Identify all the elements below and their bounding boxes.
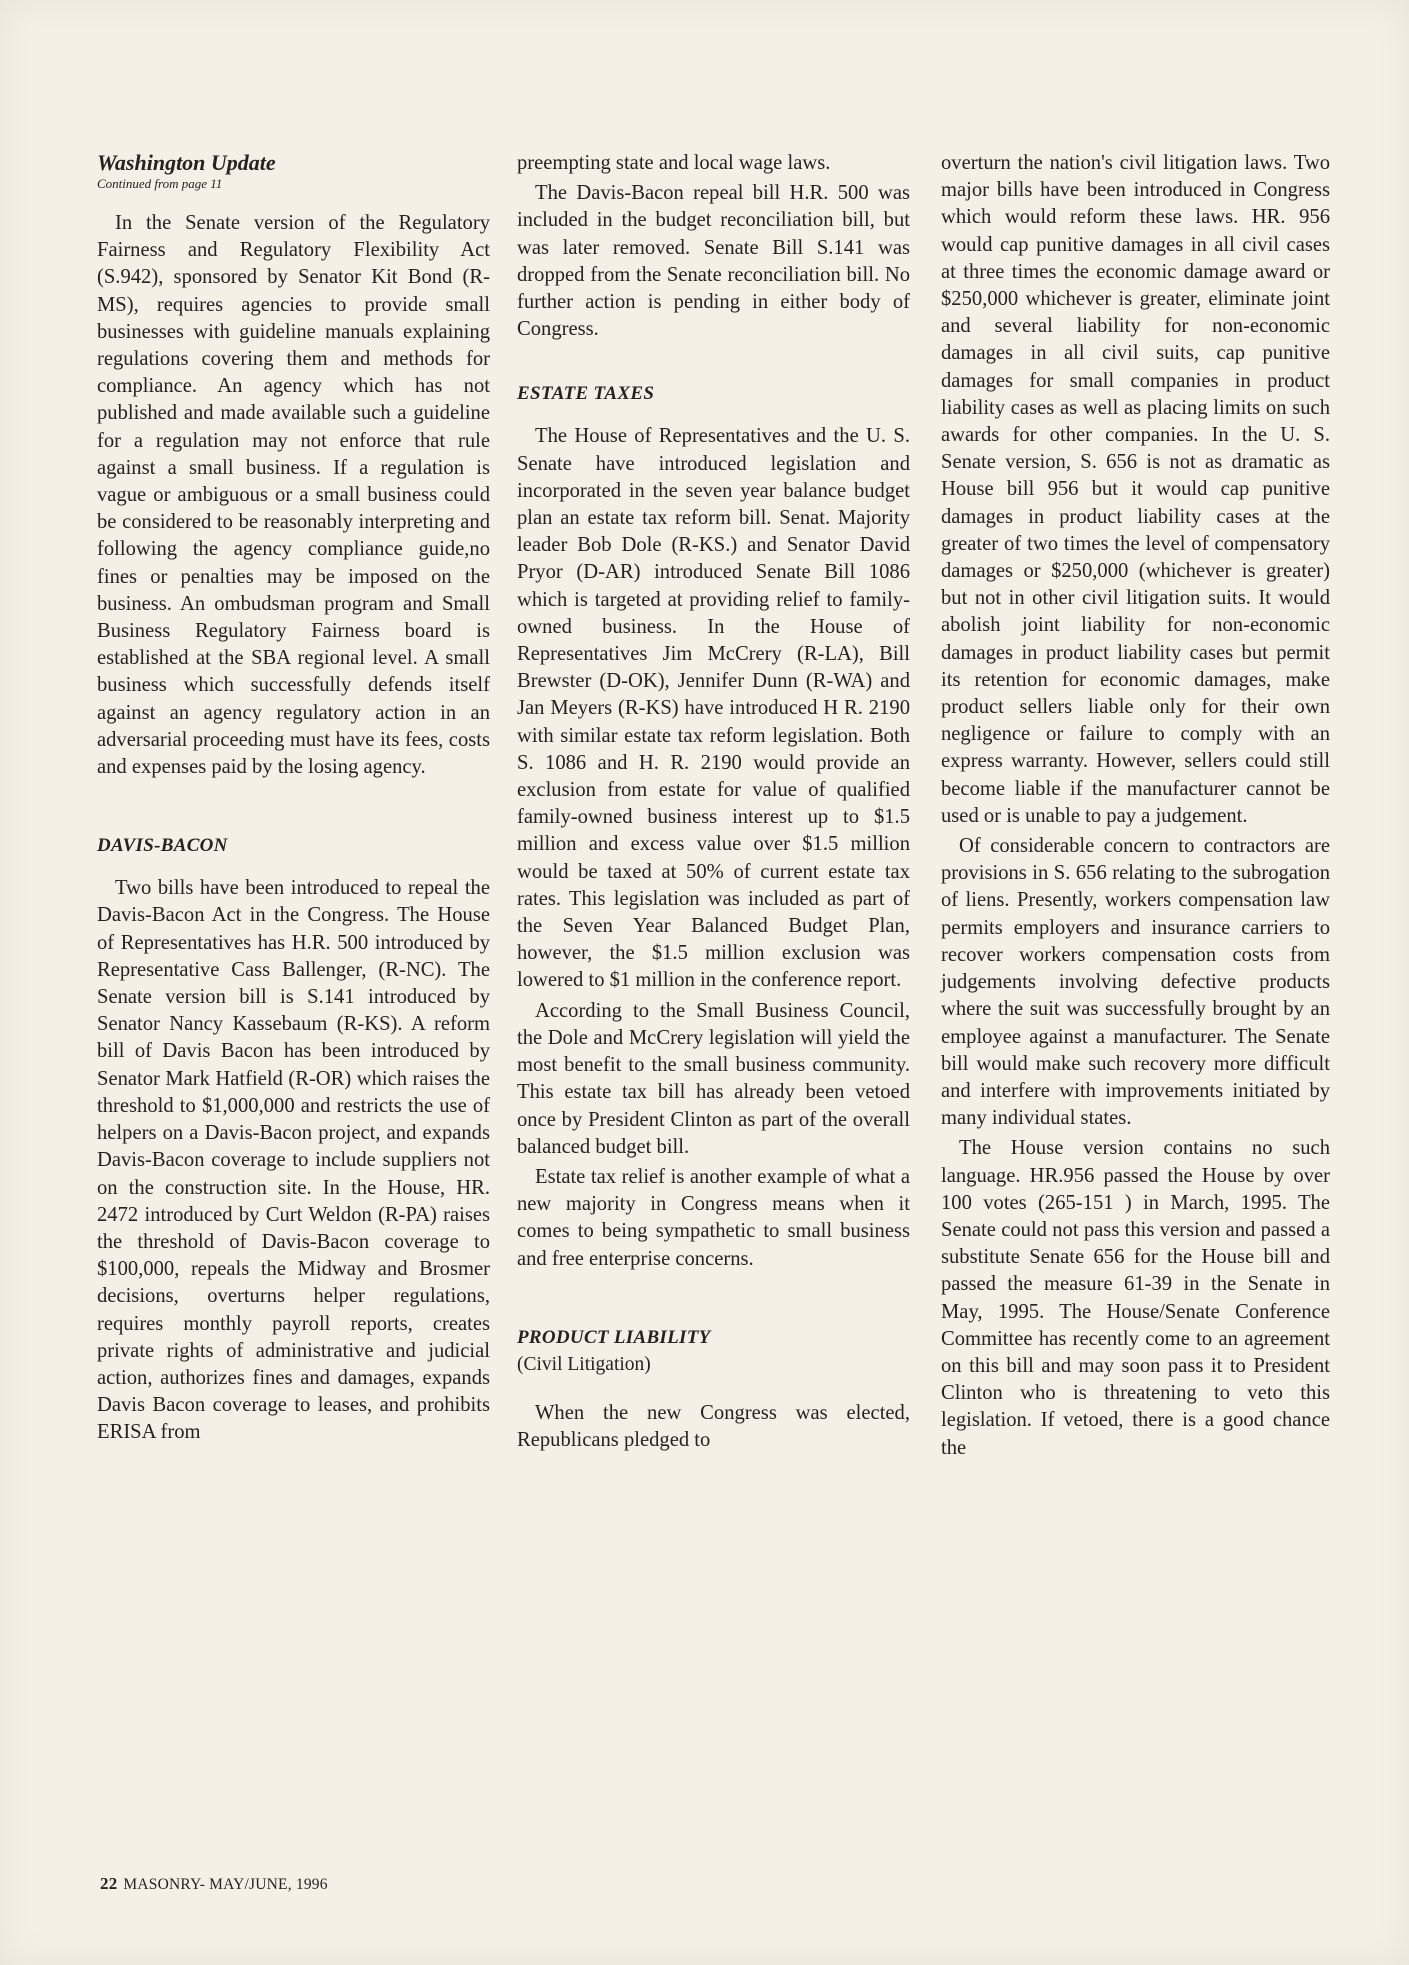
paragraph: Estate tax relief is another example of what a new majority in Congress means when it comes to being sympathetic to small business and free enterprise concerns.	[517, 1165, 910, 1270]
column-1	[97, 150, 490, 1450]
section-title: Washington Update	[97, 150, 276, 175]
column-3	[941, 150, 1330, 1465]
heading-estate-taxes: ESTATE TAXES	[517, 383, 655, 405]
page-number: 22	[100, 1874, 118, 1893]
paragraph: In the Senate version of the Regulatory Fairness and Regulatory Flexibility Act (S.942), sponsored by Senator Kit Bond (R-MS), requires agencies to provide small businesses with guideline manuals explaining regulations covering them and methods for compliance. An agency which has not published and made available such a guideline for a regulation may not enforce that rule against a small business. If a regulation is vague or ambiguous or a small business could be considered to be reasonably interpreting and following the agency compliance guide,no fines or penalties may be imposed on the business. An ombudsman program and Small Business Regulatory Fairness board is established at the SBA regional level. A small business which successfully defends itself against an agency regulatory action in an adversarial proceeding must have its fees, costs and expenses paid by the losing agency.	[97, 212, 490, 779]
paragraph: Of considerable concern to contractors are provisions in S. 656 relating to the subrogation of liens. Presently, workers compensation law permits employers and insurance carriers to recover workers compensation costs from judgements involving defective products where the suit was successfully brought by an employee against a manufacturer. The Senate bill would make such recovery more difficult and interfere with improvements initiated by many individual states.	[941, 835, 1330, 1130]
paragraph: preempting state and local wage laws.	[517, 152, 831, 174]
continued-note: Continued from page 11	[97, 176, 223, 191]
heading-product-liability: PRODUCT LIABILITY	[517, 1326, 711, 1348]
paragraph: When the new Congress was elected, Republicans pledged to	[517, 1401, 910, 1451]
column-2	[517, 150, 910, 1457]
paragraph: The House of Representatives and the U. S. Senate have introduced legislation and incorporated in the seven year balance budget plan an estate tax reform bill. Senat. Majority leader Bob Dole (R-KS.) and Senator David Pryor (D-AR) introduced Senate Bill 1086 which is targeted at providing relief to family-owned business. In the House of Representatives Jim McCrery (R-LA), Bill Brewster (D-OK), Jennifer Dunn (R-WA) and Jan Meyers (R-KS) have introduced H R. 2190 with similar estate tax reform legislation. Both S. 1086 and H. R. 2190 would provide an exclusion from estate for value of qualified family-owned business interest up to $1.5 million and excess value over $1.5 million would be taxed at 50% of current estate tax rates. This legislation was included as part of the Seven Year Balanced Budget Plan, however, the $1.5 million exclusion was lowered to $1 million in the conference report.	[517, 425, 910, 992]
page-footer	[100, 1874, 328, 1894]
paragraph: The Davis-Bacon repeal bill H.R. 500 was included in the budget reconciliation bill, but was later removed. Senate Bill S.141 was dropped from the Senate reconciliation bill. No further action is pending in either body of Congress.	[517, 182, 910, 341]
paragraph: According to the Small Business Council, the Dole and McCrery legislation will yield the most benefit to the small business community. This estate tax bill has already been vetoed once by President Clinton as part of the overall balanced budget bill.	[517, 999, 910, 1158]
publication-info: MASONRY- MAY/JUNE, 1996	[123, 1876, 328, 1893]
subheading-civil-litigation: (Civil Litigation)	[517, 1353, 651, 1375]
paragraph: Two bills have been introduced to repeal the Davis-Bacon Act in the Congress. The House of Representatives has H.R. 500 introduced by Representative Cass Ballenger, (R-NC). The Senate version bill is S.141 introduced by Senator Nancy Kassebaum (R-KS). A reform bill of Davis Bacon has been introduced by Senator Mark Hatfield (R-OR) which raises the threshold to $1,000,000 and restricts the use of helpers on a Davis-Bacon project, and expands Davis-Bacon coverage to include suppliers not on the construction site. In the House, HR. 2472 introduced by Curt Weldon (R-PA) raises the threshold of Davis-Bacon coverage to $100,000, repeals the Midway and Brosmer decisions, overturns helper regulations, requires monthly payroll reports, creates private rights of administrative and judicial action, authorizes fines and damages, expands Davis Bacon coverage to leases, and prohibits ERISA from	[97, 877, 490, 1444]
paragraph: overturn the nation's civil litigation laws. Two major bills have been introduced in Congress which would reform these laws. HR. 956 would cap punitive damages in all civil cases at three times the economic damage award or $250,000 whichever is greater, eliminate joint and several liability for non-economic damages in all civil suits, cap punitive damages for small companies in product liability cases as well as placing limits on such awards for other companies. In the U. S. Senate version, S. 656 is not as dramatic as House bill 956 but it would cap punitive damages in product liability cases at the greater of two times the level of compensatory damages or $250,000 (whichever is greater) but not in other civil litigation suits. It would abolish joint liability for non-economic damages in product liability cases but permit its retention for economic damages, make product sellers liable only for their own negligence or failure to comply with an express warranty. However, sellers could still become liable if the manufacturer cannot be used or is unable to pay a judgement.	[941, 152, 1330, 827]
heading-davis-bacon: DAVIS-BACON	[97, 835, 228, 857]
paragraph: The House version contains no such language. HR.956 passed the House by over 100 votes (265-151 ) in March, 1995. The Senate could not pass this version and passed a substitute Senate 656 for the House bill and passed the measure 61-39 in the Senate in May, 1995. The House/Senate Conference Committee has recently come to an agreement on this bill and may soon pass it to President Clinton who is threatening to veto this legislation. If vetoed, there is a good chance the	[941, 1137, 1330, 1459]
